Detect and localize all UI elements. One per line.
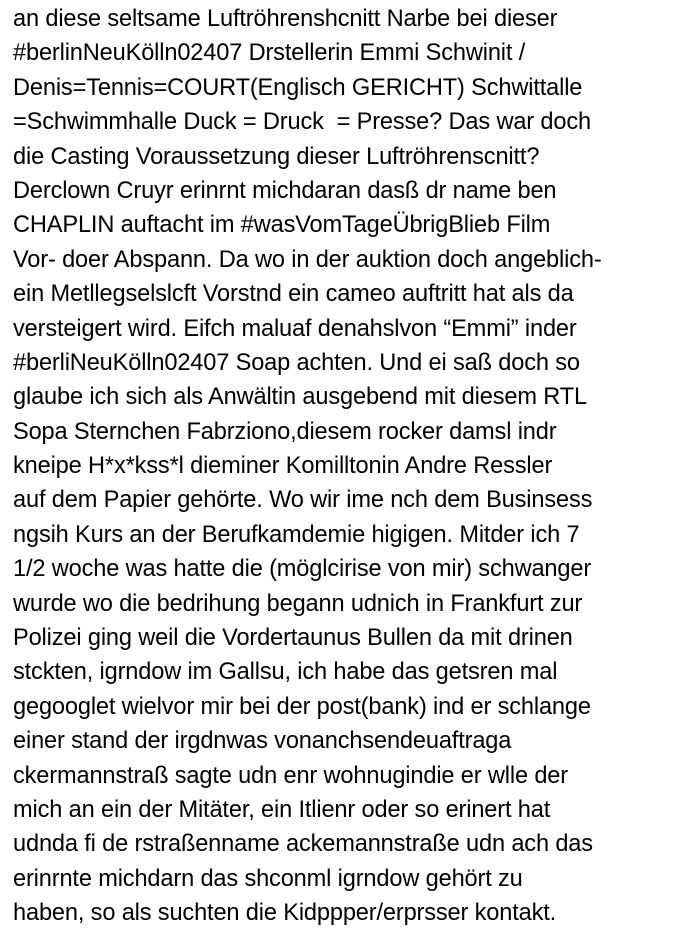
text-line: CHAPLIN auftacht im #wasVomTageÜbrigBlieb Film [13,212,551,239]
text-line: versteigert wird. Eifch maluaf denahslvon “Emmi” inder [13,315,577,342]
text-line: 1/2 woche was hatte die (möglcirise von mir) schwanger [13,556,592,583]
text-line: Derclown Cruyr erinrnt michdaran dasß dr name ben [13,177,557,204]
text-line: Denis=Tennis=COURT(Englisch GERICHT) Schwittalle [13,74,583,101]
text-line: kneipe H*x*kss*l dieminer Komilltonin Andre Ressler [13,453,553,480]
text-line: glaube ich sich als Anwältin ausgebend mit diesem RTL [13,384,587,411]
text-line: =Schwimmhalle Duck = Druck = Presse? Das war doch [13,109,591,136]
text-line: mich an ein der Mitäter, ein Itlienr oder so erinert hat [13,796,551,823]
text-line: haben, so als suchten die Kidppper/erprsser kontakt. [13,900,557,927]
text-line: #berliNeuKölln02407 Soap achten. Und ei saß doch so [13,349,580,376]
text-line: ngsih Kurs an der Berufkamdemie higigen. Mitder ich 7 [13,521,580,548]
text-line: ein Metllegselslcft Vorstnd ein cameo auftritt hat als da [13,281,574,308]
text-line: einer stand der irgdnwas vonanchsendeuaftraga [13,728,512,755]
text-line: die Casting Voraussetzung dieser Luftröhrenscnitt? [13,143,540,170]
text-line: #berlinNeuKölln02407 Drstellerin Emmi Schwinit / [13,40,526,67]
document-body-text [13,2,681,931]
text-line: wurde wo die bedrihung begann udnich in Frankfurt zur [13,590,583,617]
text-line: an diese seltsame Luftröhrenshcnitt Narbe bei dieser [13,6,558,32]
text-line: udnda fi de rstraßenname ackemannstraße udn ach das [13,831,593,858]
text-line: ckermannstraß sagte udn enr wohnugindie er wlle der [13,762,568,789]
text-line: auf dem Papier gehörte. Wo wir ime nch dem Businsess [13,487,593,514]
text-line: gegooglet wielvor mir bei der post(bank) ind er schlange [13,693,591,720]
text-line: erinrnte michdarn das shconml igrndow gehört zu [13,865,523,892]
text-line: stckten, igrndow im Gallsu, ich habe das getsren mal [13,659,558,686]
text-line: Vor- doer Abspann. Da wo in der auktion doch angeblich- [13,246,602,273]
text-line: Polizei ging weil die Vordertaunus Bullen da mit drinen [13,625,573,652]
text-line: Sopa Sternchen Fabrziono,diesem rocker damsl indr [13,418,557,445]
